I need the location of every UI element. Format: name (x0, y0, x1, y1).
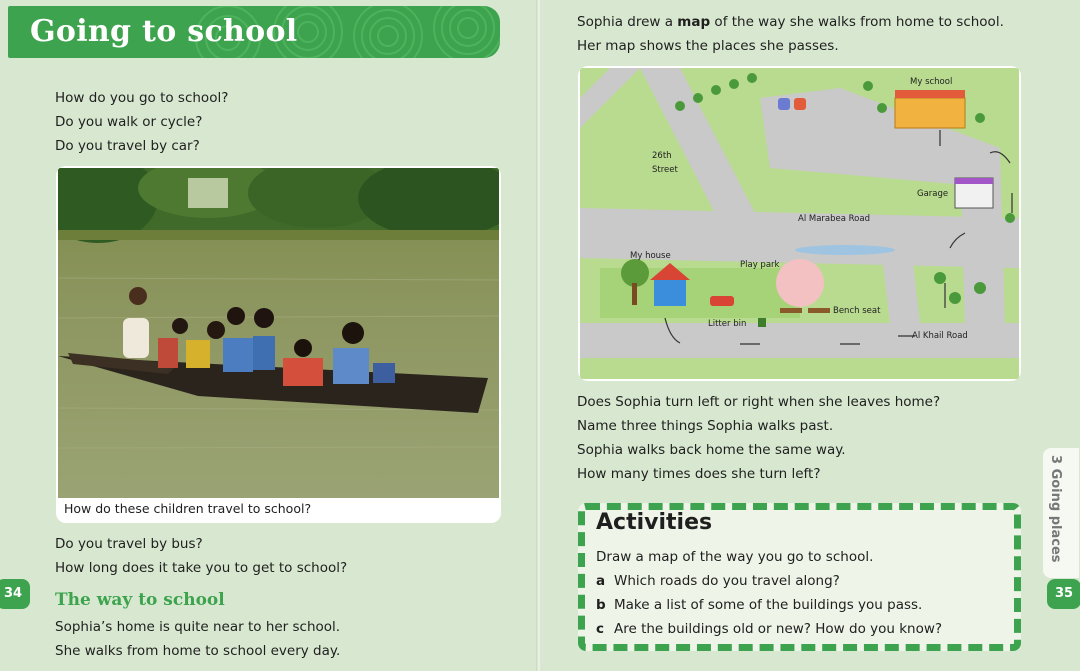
intro-bold-word: map (677, 14, 711, 30)
chapter-label: 3 Going places (1048, 455, 1063, 563)
activity-letter: a (596, 573, 606, 589)
question-line: Do you travel by bus? (55, 536, 203, 552)
activity-letter: c (596, 621, 605, 637)
intro-text: of the way she walks from home to school. (710, 14, 1004, 30)
map-label-my-school: My school (910, 77, 953, 87)
question-line: Name three things Sophia walks past. (577, 418, 834, 434)
photo-card (56, 166, 501, 523)
page-number-right: 35 (1047, 579, 1080, 609)
activities-intro: Draw a map of the way you go to school. (596, 549, 874, 565)
canoe-photo (58, 168, 499, 498)
intro-text: Sophia drew a (577, 14, 678, 30)
map-questions (577, 390, 940, 486)
page-number-left: 34 (0, 579, 30, 609)
map-label-street: Street (652, 165, 678, 175)
intro-line: Do you travel by car? (55, 138, 200, 154)
map-label-my-house: My house (630, 251, 671, 261)
activity-text: Make a list of some of the buildings you pass. (614, 597, 923, 613)
title-banner (8, 6, 500, 58)
map-label-play-park: Play park (740, 260, 780, 270)
map-label-bench-seat: Bench seat (833, 306, 881, 316)
body-line: She walks from home to school every day. (55, 643, 341, 659)
activities-list (596, 545, 942, 641)
intro-line: Do you walk or cycle? (55, 114, 203, 130)
activity-item (596, 593, 942, 617)
activities-title: Activities (596, 510, 713, 535)
intro-questions (55, 86, 228, 158)
page-title: Going to school (30, 14, 298, 49)
map-label-litter-bin: Litter bin (708, 319, 747, 329)
question-line: How long does it take you to get to school? (55, 560, 348, 576)
intro-line: How do you go to school? (55, 90, 229, 106)
map-card (578, 66, 1021, 381)
photo-caption: How do these children travel to school? (64, 501, 312, 516)
map-label-al-marabea: Al Marabea Road (798, 214, 870, 224)
school-route-map (580, 68, 1019, 379)
intro-line-2: Her map shows the places she passes. (577, 38, 839, 54)
body-line: Sophia’s home is quite near to her school. (55, 619, 341, 635)
question-line: Sophia walks back home the same way. (577, 442, 846, 458)
section-heading: The way to school (55, 590, 225, 610)
activity-text: Are the buildings old or new? How do you know? (614, 621, 943, 637)
section-body (55, 615, 340, 663)
map-label-al-khail: Al Khail Road (912, 331, 968, 341)
activity-text: Which roads do you travel along? (614, 573, 840, 589)
activity-item (596, 617, 942, 641)
question-line: How many times does she turn left? (577, 466, 821, 482)
activity-item (596, 569, 942, 593)
map-label-garage: Garage (917, 189, 949, 199)
intro-line-1 (577, 10, 1004, 34)
bus-questions (55, 532, 347, 580)
map-intro (577, 10, 1004, 58)
question-line: Does Sophia turn left or right when she leaves home? (577, 394, 941, 410)
activity-letter: b (596, 597, 606, 613)
map-label-26th: 26th (652, 151, 672, 161)
